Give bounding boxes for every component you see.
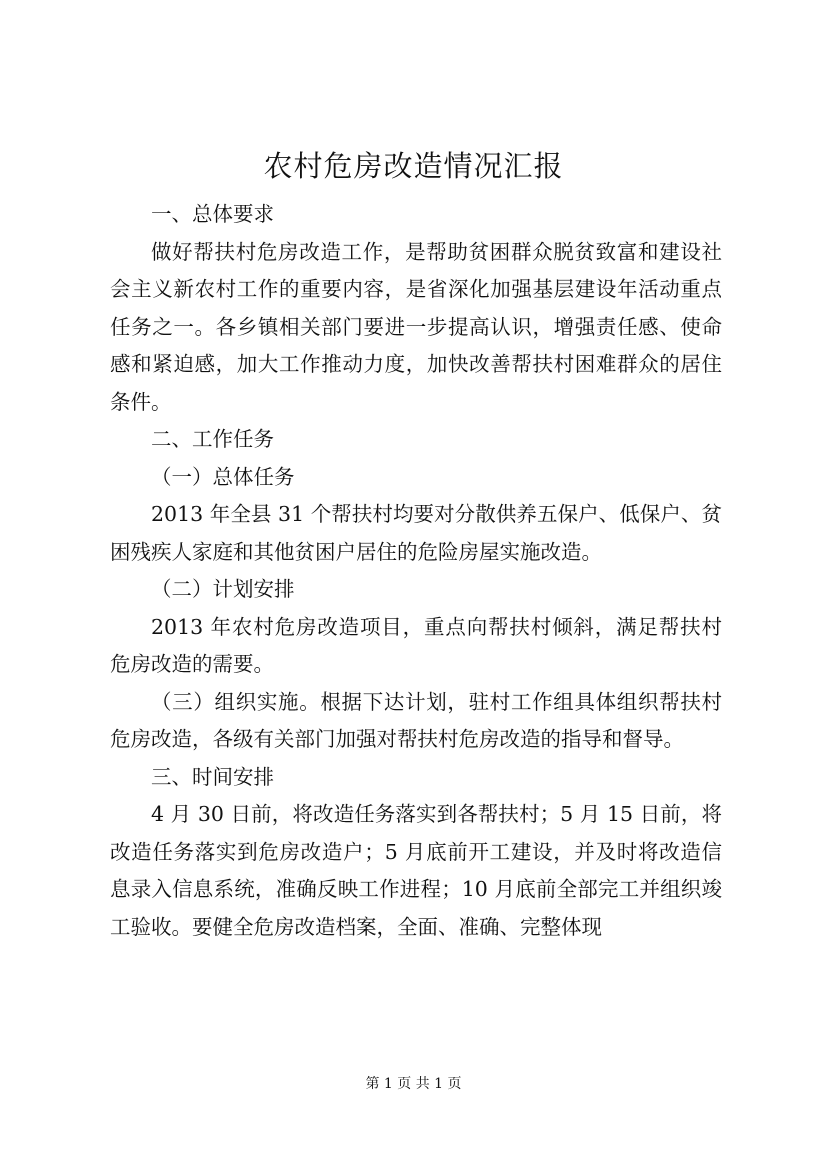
subheading-plan: （二）计划安排 xyxy=(151,577,295,601)
section-heading-work-tasks: 二、工作任务 xyxy=(151,427,274,451)
page-number-footer: 第 1 页 共 1 页 xyxy=(365,1076,462,1092)
paragraph-overall-task: 2013 年全县 31 个帮扶村均要对分散供养五保户、低保户、贫困残疾人家庭和其他贫困户居住的危险房屋实施改造。 xyxy=(110,502,722,564)
paragraph-plan: 2013 年农村危房改造项目，重点向帮扶村倾斜，满足帮扶村危房改造的需要。 xyxy=(110,614,722,676)
document-title: 农村危房改造情况汇报 xyxy=(263,149,564,183)
paragraph-organization: （三）组织实施。根据下达计划，驻村工作组具体组织帮扶村危房改造，各级有关部门加强对帮扶村危房改造的指导和督导。 xyxy=(110,689,722,751)
section-heading-overall-requirements: 一、总体要求 xyxy=(151,202,274,226)
document-body xyxy=(110,196,722,946)
section-heading-schedule: 三、时间安排 xyxy=(151,764,274,789)
paragraph-overall-requirements: 做好帮扶村危房改造工作，是帮助贫困群众脱贫致富和建设社会主义新农村工作的重要内容，是省深化加强基层建设年活动重点任务之一。各乡镇相关部门要进一步提高认识，增强责任感、使命感和紧迫感，加大工作推动力度，加快改善帮扶村困难群众的居住条件。 xyxy=(110,239,722,414)
subheading-overall-task: （一）总体任务 xyxy=(151,464,295,489)
paragraph-schedule: 4 月 30 日前，将改造任务落实到各帮扶村；5 月 15 日前，将改造任务落实到危房改造户；5 月底前开工建设，并及时将改造信息录入信息系统，准确反映工作进程；10 月底前全部完工并组织竣工验收。要健全危房改造档案，全面、准确、完整体现 xyxy=(110,802,722,939)
